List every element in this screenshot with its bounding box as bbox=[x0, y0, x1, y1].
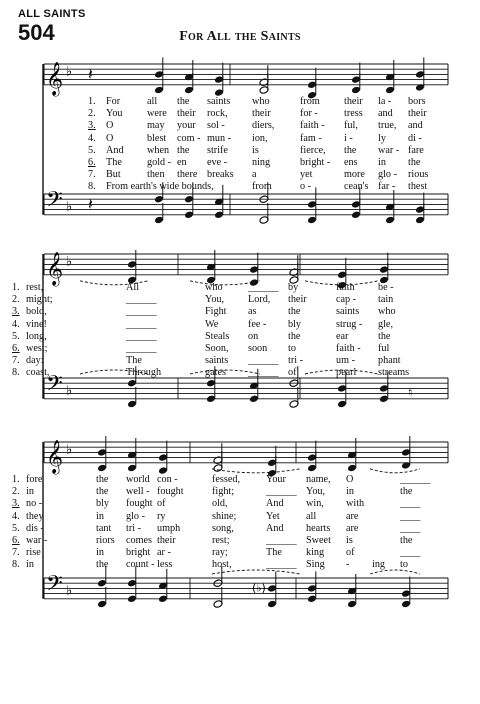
lyric-syllable: faith bbox=[336, 282, 355, 293]
section-label: ALL SAINTS bbox=[18, 8, 86, 20]
lyric-syllable: to bbox=[400, 559, 408, 571]
verse-number: 2. bbox=[12, 294, 20, 306]
lyric-syllable: who bbox=[205, 282, 223, 293]
lyric-syllable: the bbox=[288, 330, 301, 342]
lyric-syllable: saints bbox=[207, 96, 231, 107]
key-flat-icon: ♭ bbox=[66, 442, 73, 458]
lyric-syllable: And bbox=[266, 522, 284, 534]
lyric-syllable: rious bbox=[408, 169, 429, 181]
verse-number: 4. bbox=[88, 132, 96, 144]
lyric-syllable: of bbox=[157, 498, 166, 510]
lyric-syllable: your bbox=[177, 120, 196, 132]
treble-clef-icon: 𝄞 bbox=[46, 60, 64, 95]
lyric-syllable: faith - bbox=[300, 120, 325, 132]
quarter-rest-icon: 𝄽 bbox=[88, 64, 93, 84]
verse-number: 8. bbox=[88, 181, 96, 193]
lyric-syllable: ion, bbox=[252, 132, 268, 144]
lyric-syllable: saints bbox=[205, 355, 229, 367]
verse-line bbox=[0, 559, 480, 571]
verse-number: 5. bbox=[88, 144, 96, 156]
lyric-syllable: strife bbox=[207, 144, 228, 156]
lyric-syllable: sol - bbox=[207, 120, 225, 132]
lyric-syllable: tain bbox=[378, 294, 394, 306]
lyric-syllable: ____ bbox=[400, 498, 421, 510]
lyric-syllable: The bbox=[126, 355, 142, 367]
lyric-syllable: the bbox=[96, 486, 109, 498]
lyric-syllable: You, bbox=[205, 294, 225, 306]
lyric-syllable: on bbox=[248, 330, 259, 342]
lyric-syllable: the bbox=[96, 474, 109, 485]
lyric-syllable: then bbox=[147, 169, 165, 181]
verse-number: 7. bbox=[88, 169, 96, 181]
treble-clef-icon: 𝄞 bbox=[46, 438, 64, 473]
lyric-syllable: in bbox=[378, 157, 386, 168]
lyric-syllable: of bbox=[288, 367, 297, 379]
lyric-syllable: in bbox=[346, 486, 354, 498]
verse-line bbox=[0, 145, 480, 157]
verse-line bbox=[0, 547, 480, 559]
verse-line bbox=[0, 96, 480, 108]
verse-number: 4. bbox=[12, 318, 20, 330]
bass-clef-icon: 𝄢 bbox=[46, 187, 63, 218]
hymn-header bbox=[0, 0, 480, 50]
lyric-syllable: war - bbox=[26, 535, 48, 546]
lyric-syllable: bright - bbox=[300, 157, 331, 168]
lyric-syllable: fierce, bbox=[300, 144, 326, 156]
verse-line bbox=[0, 367, 480, 379]
lyric-syllable: shine; bbox=[212, 510, 237, 522]
lyric-syllable: king bbox=[306, 547, 325, 559]
lyric-syllable: phant bbox=[378, 355, 401, 367]
lyric-syllable: glo - bbox=[378, 169, 397, 181]
lyric-syllable: and bbox=[408, 120, 423, 132]
verse-number: 3. bbox=[12, 306, 20, 318]
lyric-syllable: all bbox=[147, 96, 158, 107]
lyric-syllable: and bbox=[378, 108, 393, 120]
lyric-syllable: com - bbox=[177, 132, 201, 144]
lyric-syllable: fore bbox=[26, 474, 43, 485]
lyric-syllable: old, bbox=[212, 498, 228, 510]
lyric-syllable: for - bbox=[300, 108, 318, 120]
lyric-syllable: From earth's wide bounds, bbox=[106, 181, 214, 193]
lyric-syllable: long, bbox=[26, 330, 47, 342]
quarter-rest-icon: 𝄽 bbox=[88, 194, 93, 214]
lyric-syllable: O bbox=[106, 120, 114, 132]
verse-number: 6. bbox=[88, 157, 96, 168]
lyric-syllable: strug - bbox=[336, 318, 363, 330]
lyric-syllable: ______ bbox=[126, 306, 157, 318]
lyric-syllable: less bbox=[157, 559, 173, 571]
lyric-syllable: bold, bbox=[26, 306, 47, 318]
bass-staff bbox=[44, 194, 448, 215]
verse-line bbox=[0, 294, 480, 306]
lyric-syllable: ______ bbox=[266, 486, 297, 498]
lyric-syllable: en bbox=[177, 157, 187, 168]
lyric-syllable: their bbox=[177, 108, 196, 120]
key-flat-icon: ♭ bbox=[66, 383, 73, 399]
key-flat-icon: ♭ bbox=[66, 199, 73, 215]
lyric-syllable: Sing bbox=[306, 559, 325, 571]
lyric-syllable: name, bbox=[306, 474, 331, 485]
lyric-syllable: For bbox=[106, 96, 121, 107]
lyric-syllable: host, bbox=[212, 559, 232, 571]
lyric-syllable: fee - bbox=[248, 318, 267, 330]
lyric-syllable: tri - bbox=[288, 355, 303, 367]
hymn-number: 504 bbox=[18, 20, 55, 45]
lyric-syllable: song, bbox=[212, 522, 234, 534]
lyric-syllable: gle, bbox=[378, 318, 393, 330]
verse-number: 6. bbox=[12, 535, 20, 546]
lyric-syllable: from bbox=[252, 181, 272, 193]
verse-line bbox=[0, 169, 480, 181]
lyric-syllable: in bbox=[96, 547, 104, 559]
verse-number: 3. bbox=[12, 498, 20, 510]
lyric-syllable: ______ bbox=[266, 559, 297, 571]
lyric-syllable: riors bbox=[96, 535, 115, 546]
lyric-syllable: when bbox=[147, 144, 170, 156]
lyric-syllable: may bbox=[147, 120, 165, 132]
lyric-syllable: the bbox=[96, 559, 109, 571]
lyric-syllable: there bbox=[177, 169, 198, 181]
lyric-syllable: And bbox=[266, 498, 284, 510]
music-system-1 bbox=[0, 54, 480, 234]
lyric-syllable: tant bbox=[96, 522, 112, 534]
verse-line bbox=[0, 282, 480, 294]
lyric-syllable: ing bbox=[372, 559, 386, 571]
lyric-syllable: rock, bbox=[207, 108, 228, 120]
lyric-syllable: count - bbox=[126, 559, 155, 571]
lyric-syllable: You bbox=[106, 108, 123, 120]
lyric-syllable: ly bbox=[378, 132, 386, 144]
treble-staff bbox=[44, 64, 448, 85]
lyric-syllable: eve - bbox=[207, 157, 228, 168]
verse-line bbox=[0, 319, 480, 331]
lyric-syllable: a bbox=[252, 169, 257, 181]
lyric-syllable: ____ bbox=[400, 547, 421, 559]
lyric-syllable: far - bbox=[378, 181, 396, 193]
lyric-syllable: their bbox=[252, 108, 271, 120]
lyric-syllable: the bbox=[408, 157, 421, 168]
lyric-syllable: more bbox=[344, 169, 365, 181]
lyric-syllable: You, bbox=[306, 486, 326, 498]
lyric-syllable: the bbox=[378, 330, 391, 342]
lyric-syllable: the bbox=[177, 96, 190, 107]
verse-line bbox=[0, 511, 480, 523]
verse-number: 1. bbox=[88, 96, 96, 107]
lyric-syllable: gates bbox=[205, 367, 226, 379]
lyric-syllable: ______ bbox=[400, 474, 431, 485]
verse-line bbox=[0, 157, 480, 169]
verse-number: 8. bbox=[12, 559, 20, 571]
lyric-syllable: fought bbox=[157, 486, 184, 498]
natural-sign-icon: ♮ bbox=[408, 385, 413, 400]
lyric-syllable: rise bbox=[26, 547, 41, 559]
lyric-syllable: gold - bbox=[147, 157, 172, 168]
verse-number: 3. bbox=[88, 120, 96, 132]
lyric-syllable: And bbox=[106, 144, 124, 156]
lyric-syllable: con - bbox=[157, 474, 178, 485]
verse-number: 7. bbox=[12, 355, 20, 367]
lyric-syllable: ear bbox=[336, 330, 349, 342]
verse-number: 6. bbox=[12, 343, 20, 354]
verse-line bbox=[0, 120, 480, 132]
lyric-syllable: ry bbox=[157, 510, 166, 522]
music-system-2 bbox=[0, 250, 480, 420]
lyric-syllable: streams bbox=[378, 367, 410, 379]
lyric-syllable: ful, bbox=[344, 120, 358, 132]
lyric-syllable: blest bbox=[147, 132, 167, 144]
verse-line bbox=[0, 535, 480, 547]
lyric-syllable: bors bbox=[408, 96, 426, 107]
lyric-syllable: well - bbox=[126, 486, 150, 498]
lyric-syllable: the bbox=[400, 535, 413, 546]
lyric-syllable: the bbox=[344, 144, 357, 156]
lyric-syllable: in bbox=[96, 510, 104, 522]
lyric-syllable: The bbox=[266, 547, 282, 559]
lyric-syllable: o - bbox=[300, 181, 312, 193]
lyric-syllable: their bbox=[288, 294, 307, 306]
lyric-syllable: ful bbox=[378, 343, 390, 354]
lyric-syllable: di - bbox=[408, 132, 422, 144]
lyric-syllable: cap - bbox=[336, 294, 357, 306]
lyric-syllable: coast, bbox=[26, 367, 50, 379]
lyric-syllable: um - bbox=[336, 355, 355, 367]
lyric-syllable: Soon, bbox=[205, 343, 229, 354]
lyric-syllable: breaks bbox=[207, 169, 234, 181]
lyric-syllable: Through bbox=[126, 367, 162, 379]
lyric-syllable: Lord, bbox=[248, 294, 271, 306]
lyric-syllable: thest bbox=[408, 181, 428, 193]
lyric-syllable: fam - bbox=[300, 132, 322, 144]
verse-line bbox=[0, 331, 480, 343]
verse-line bbox=[0, 306, 480, 318]
lyric-syllable: in bbox=[26, 486, 34, 498]
lyric-syllable: bly bbox=[288, 318, 302, 330]
lyrics-block bbox=[0, 96, 480, 194]
lyric-syllable: ______ bbox=[248, 355, 279, 367]
lyric-syllable: rest; bbox=[212, 535, 230, 546]
lyric-syllable: of bbox=[346, 547, 355, 559]
lyric-syllable: O bbox=[106, 132, 114, 144]
lyric-syllable: tress bbox=[344, 108, 363, 120]
lyric-syllable: world bbox=[126, 474, 150, 485]
lyric-syllable: ______ bbox=[248, 367, 279, 379]
lyric-syllable: Sweet bbox=[306, 535, 331, 546]
lyric-syllable: their bbox=[344, 96, 363, 107]
lyric-syllable: comes bbox=[126, 535, 153, 546]
verse-number: 1. bbox=[12, 282, 20, 293]
lyric-syllable: The bbox=[106, 157, 122, 168]
lyric-syllable: ens bbox=[344, 157, 358, 168]
lyric-syllable: vine! bbox=[26, 318, 47, 330]
lyric-syllable: ______ bbox=[126, 330, 157, 342]
lyric-syllable: as bbox=[248, 306, 257, 318]
lyric-syllable: from bbox=[300, 96, 320, 107]
lyric-syllable: ______ bbox=[248, 282, 279, 293]
lyric-syllable: ____ bbox=[400, 522, 421, 534]
verse-line bbox=[0, 523, 480, 535]
lyric-syllable: who bbox=[252, 96, 270, 107]
lyric-syllable: might; bbox=[26, 294, 53, 306]
lyric-syllable: But bbox=[106, 169, 121, 181]
lyric-syllable: ______ bbox=[126, 294, 157, 306]
lyric-syllable: who bbox=[378, 306, 396, 318]
lyric-syllable: ______ bbox=[126, 343, 157, 354]
verse-line bbox=[0, 108, 480, 120]
lyric-syllable: ning bbox=[252, 157, 271, 168]
lyric-syllable: soon bbox=[248, 343, 268, 354]
lyric-syllable: no - bbox=[26, 498, 43, 510]
verse-line bbox=[0, 486, 480, 498]
lyric-syllable: by bbox=[288, 282, 299, 293]
verse-number: 2. bbox=[88, 108, 96, 120]
dashed-tie bbox=[212, 469, 300, 473]
lyrics-block bbox=[0, 474, 480, 572]
verse-line bbox=[0, 133, 480, 145]
lyric-syllable: fight; bbox=[212, 486, 235, 498]
lyric-syllable: their bbox=[157, 535, 176, 546]
lyric-syllable: they bbox=[26, 510, 44, 522]
verse-number: 2. bbox=[12, 486, 20, 498]
lyric-syllable: dis - bbox=[26, 522, 44, 534]
verse-number: 1. bbox=[12, 474, 20, 485]
lyric-syllable: bright bbox=[126, 547, 151, 559]
lyric-syllable: faith - bbox=[336, 343, 361, 354]
lyric-syllable: Fight bbox=[205, 306, 227, 318]
lyric-syllable: glo - bbox=[126, 510, 145, 522]
lyric-syllable: the bbox=[288, 306, 301, 318]
lyric-syllable: with bbox=[346, 498, 365, 510]
lyric-syllable: Your bbox=[266, 474, 286, 485]
verse-number: 8. bbox=[12, 367, 20, 379]
lyric-syllable: fare bbox=[408, 144, 424, 156]
lyric-syllable: fessed, bbox=[212, 474, 241, 485]
verse-line bbox=[0, 181, 480, 193]
key-flat-icon: ♭ bbox=[66, 64, 73, 80]
lyric-syllable: umph bbox=[157, 522, 181, 534]
lyric-syllable: diers, bbox=[252, 120, 275, 132]
verse-number: 4. bbox=[12, 510, 20, 522]
lyric-syllable: O bbox=[346, 474, 354, 485]
lyric-syllable: ar - bbox=[157, 547, 171, 559]
lyric-syllable: All bbox=[126, 282, 140, 293]
hymn-title: For All the Saints bbox=[179, 29, 301, 44]
lyric-syllable: fought bbox=[126, 498, 153, 510]
lyric-syllable: war - bbox=[378, 144, 400, 156]
lyric-syllable: is bbox=[346, 535, 353, 546]
lyric-syllable: - bbox=[346, 559, 350, 571]
lyric-syllable: We bbox=[205, 318, 219, 330]
lyric-syllable: the bbox=[177, 144, 190, 156]
verse-number: 7. bbox=[12, 547, 20, 559]
verse-number: 5. bbox=[12, 330, 20, 342]
music-system-3 bbox=[0, 436, 480, 626]
lyric-syllable: west; bbox=[26, 343, 48, 354]
lyric-syllable: to bbox=[288, 343, 296, 354]
lyric-syllable: their bbox=[408, 108, 427, 120]
lyric-syllable: be - bbox=[378, 282, 394, 293]
dashed-tie bbox=[370, 469, 420, 473]
lyric-syllable: pearl bbox=[336, 367, 357, 379]
lyric-syllable: is bbox=[252, 144, 259, 156]
verse-line bbox=[0, 474, 480, 486]
courtesy-flat-icon: (♭) bbox=[252, 581, 266, 595]
lyric-syllable: true, bbox=[378, 120, 397, 132]
lyric-syllable: ray; bbox=[212, 547, 228, 559]
lyric-syllable: mun - bbox=[207, 132, 232, 144]
lyric-syllable: the bbox=[400, 486, 413, 498]
key-flat-icon: ♭ bbox=[66, 254, 73, 270]
lyric-syllable: yet bbox=[300, 169, 313, 181]
lyric-syllable: tri - bbox=[126, 522, 141, 534]
lyric-syllable: are bbox=[346, 510, 359, 522]
lyric-syllable: win, bbox=[306, 498, 324, 510]
verse-line bbox=[0, 343, 480, 355]
treble-clef-icon: 𝄞 bbox=[46, 250, 64, 285]
lyric-syllable: hearts bbox=[306, 522, 331, 534]
verse-line bbox=[0, 355, 480, 367]
verse-number: 5. bbox=[12, 522, 20, 534]
lyric-syllable: i - bbox=[344, 132, 353, 144]
key-flat-icon: ♭ bbox=[66, 583, 73, 599]
lyric-syllable: all bbox=[306, 510, 317, 522]
lyric-syllable: ______ bbox=[126, 318, 157, 330]
lyric-syllable: were bbox=[147, 108, 167, 120]
lyric-syllable: Steals bbox=[205, 330, 230, 342]
lyric-syllable: bly bbox=[96, 498, 110, 510]
lyric-syllable: cean's bbox=[344, 181, 369, 193]
lyric-syllable: in bbox=[26, 559, 34, 571]
lyrics-block bbox=[0, 282, 480, 380]
lyric-syllable: saints bbox=[336, 306, 360, 318]
lyric-syllable: day: bbox=[26, 355, 44, 367]
lyric-syllable: rest, bbox=[26, 282, 44, 293]
lyric-syllable: ____ bbox=[400, 510, 421, 522]
bass-clef-icon: 𝄢 bbox=[46, 371, 63, 402]
lyric-syllable: la - bbox=[378, 96, 392, 107]
bass-clef-icon: 𝄢 bbox=[46, 571, 63, 602]
verse-line bbox=[0, 498, 480, 510]
lyric-syllable: ______ bbox=[266, 535, 297, 546]
lyric-syllable: are bbox=[346, 522, 359, 534]
lyric-syllable: Yet bbox=[266, 510, 280, 522]
